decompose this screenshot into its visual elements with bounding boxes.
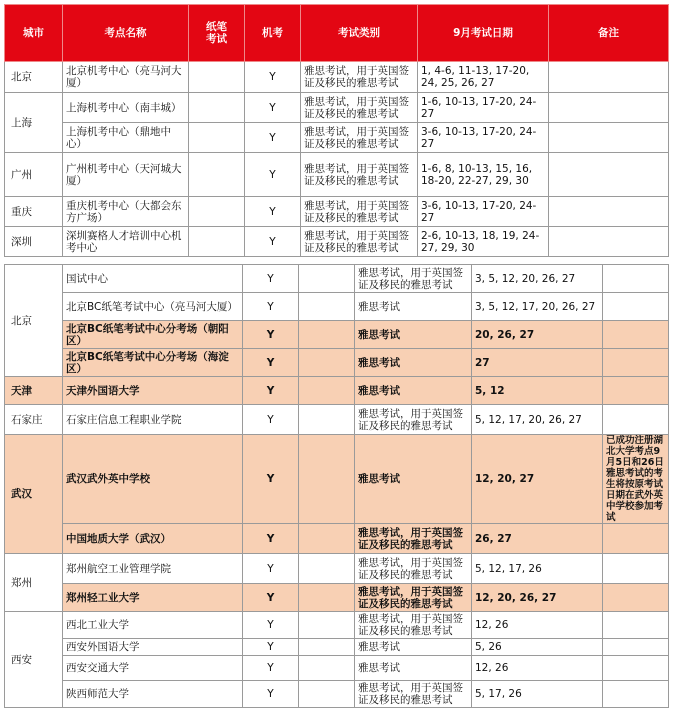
- paper-cell: Y: [243, 584, 299, 612]
- dates-cell: 1-6, 8, 10-13, 15, 16, 18-20, 22-27, 29, 30: [418, 153, 549, 197]
- center-name-cell: 北京BC纸笔考试中心分考场（朝阳区）: [63, 321, 243, 349]
- center-name-cell: 石家庄信息工程职业学院: [63, 405, 243, 435]
- paper-cell: Y: [243, 639, 299, 656]
- paper-cell: [189, 93, 245, 123]
- paper-cell: [189, 62, 245, 93]
- remark-cell: [603, 377, 669, 405]
- dates-cell: 3, 5, 12, 17, 20, 26, 27: [472, 293, 603, 321]
- remark-cell: [603, 612, 669, 639]
- remark-cell: [603, 349, 669, 377]
- computer-cell: Y: [245, 227, 301, 257]
- dates-cell: 3-6, 10-13, 17-20, 24-27: [418, 197, 549, 227]
- table-row: [5, 62, 669, 93]
- dates-cell: 20, 26, 27: [472, 321, 603, 349]
- test-type-cell: 雅思考试，用于英国签证及移民的雅思考试: [355, 265, 472, 293]
- computer-cell: [299, 612, 355, 639]
- table-row: [5, 197, 669, 227]
- paper-cell: Y: [243, 524, 299, 554]
- paper-cell: Y: [243, 321, 299, 349]
- header-city: 城市: [5, 5, 63, 62]
- test-type-cell: 雅思考试: [355, 435, 472, 524]
- test-type-cell: 雅思考试，用于英国签证及移民的雅思考试: [355, 524, 472, 554]
- computer-cell: [299, 639, 355, 656]
- test-type-cell: 雅思考试: [355, 656, 472, 681]
- paper-cell: Y: [243, 656, 299, 681]
- remark-cell: [603, 405, 669, 435]
- city-cell: 广州: [5, 153, 63, 197]
- dates-cell: 1-6, 10-13, 17-20, 24-27: [418, 93, 549, 123]
- test-type-cell: 雅思考试，用于英国签证及移民的雅思考试: [301, 93, 418, 123]
- computer-cell: [299, 681, 355, 708]
- remark-cell: [549, 123, 669, 153]
- table-row: [5, 639, 669, 656]
- computer-cell: [299, 349, 355, 377]
- table-row: [5, 349, 669, 377]
- city-cell: 北京: [5, 265, 63, 377]
- center-name-cell: 上海机考中心（南丰城）: [63, 93, 189, 123]
- remark-cell: [603, 656, 669, 681]
- remark-cell: [549, 227, 669, 257]
- city-cell: 北京: [5, 62, 63, 93]
- center-name-cell: 上海机考中心（鼎地中心）: [63, 123, 189, 153]
- dates-cell: 27: [472, 349, 603, 377]
- paper-cell: Y: [243, 435, 299, 524]
- computer-cell: [299, 321, 355, 349]
- test-type-cell: 雅思考试，用于英国签证及移民的雅思考试: [301, 153, 418, 197]
- center-name-cell: 深圳赛格人才培训中心机考中心: [63, 227, 189, 257]
- remark-cell: [549, 62, 669, 93]
- test-type-cell: 雅思考试，用于英国签证及移民的雅思考试: [355, 612, 472, 639]
- paper-cell: Y: [243, 554, 299, 584]
- center-name-cell: 西安交通大学: [63, 656, 243, 681]
- table-row: [5, 227, 669, 257]
- dates-cell: 5, 12, 17, 26: [472, 554, 603, 584]
- computer-cell: [299, 435, 355, 524]
- paper-cell: Y: [243, 293, 299, 321]
- test-type-cell: 雅思考试，用于英国签证及移民的雅思考试: [355, 681, 472, 708]
- table-row: [5, 435, 669, 524]
- dates-cell: 5, 12, 17, 20, 26, 27: [472, 405, 603, 435]
- test-type-cell: 雅思考试，用于英国签证及移民的雅思考试: [301, 123, 418, 153]
- dates-cell: 12, 20, 27: [472, 435, 603, 524]
- center-name-cell: 重庆机考中心（大都会东方广场）: [63, 197, 189, 227]
- paper-test-center-table: [4, 264, 669, 708]
- paper-cell: [189, 197, 245, 227]
- computer-cell: Y: [245, 197, 301, 227]
- dates-cell: 3-6, 10-13, 17-20, 24-27: [418, 123, 549, 153]
- test-type-cell: 雅思考试: [355, 293, 472, 321]
- table-row: [5, 681, 669, 708]
- dates-cell: 2-6, 10-13, 18, 19, 24-27, 29, 30: [418, 227, 549, 257]
- table-row: [5, 321, 669, 349]
- dates-cell: 5, 26: [472, 639, 603, 656]
- paper-cell: [189, 227, 245, 257]
- computer-cell: [299, 265, 355, 293]
- test-type-cell: 雅思考试，用于英国签证及移民的雅思考试: [355, 554, 472, 584]
- center-name-cell: 西安外国语大学: [63, 639, 243, 656]
- paper-cell: Y: [243, 349, 299, 377]
- dates-cell: 1, 4-6, 11-13, 17-20, 24, 25, 26, 27: [418, 62, 549, 93]
- header-remark: 备注: [549, 5, 669, 62]
- center-name-cell: 北京机考中心（亮马河大厦）: [63, 62, 189, 93]
- table-row: [5, 584, 669, 612]
- computer-cell: [299, 554, 355, 584]
- computer-cell: [299, 377, 355, 405]
- computer-cell: [299, 656, 355, 681]
- computer-cell: [299, 584, 355, 612]
- table-row: [5, 377, 669, 405]
- center-name-cell: 武汉武外英中学校: [63, 435, 243, 524]
- paper-cell: Y: [243, 612, 299, 639]
- remark-cell: [603, 584, 669, 612]
- paper-cell: Y: [243, 681, 299, 708]
- table-row: [5, 153, 669, 197]
- center-name-cell: 广州机考中心（天河城大厦）: [63, 153, 189, 197]
- computer-cell: Y: [245, 123, 301, 153]
- table-row: [5, 265, 669, 293]
- remark-cell: [549, 153, 669, 197]
- remark-cell: [603, 554, 669, 584]
- test-type-cell: 雅思考试: [355, 377, 472, 405]
- dates-cell: 3, 5, 12, 20, 26, 27: [472, 265, 603, 293]
- test-type-cell: 雅思考试: [355, 639, 472, 656]
- test-type-cell: 雅思考试，用于英国签证及移民的雅思考试: [355, 405, 472, 435]
- header-dates: 9月考试日期: [418, 5, 549, 62]
- dates-cell: 26, 27: [472, 524, 603, 554]
- remark-cell: [603, 293, 669, 321]
- paper-cell: Y: [243, 265, 299, 293]
- center-name-cell: 国试中心: [63, 265, 243, 293]
- center-name-cell: 北京BC纸笔考试中心分考场（海淀区）: [63, 349, 243, 377]
- table-row: [5, 656, 669, 681]
- city-cell: 武汉: [5, 435, 63, 554]
- city-cell: 重庆: [5, 197, 63, 227]
- center-name-cell: 中国地质大学（武汉）: [63, 524, 243, 554]
- dates-cell: 12, 26: [472, 656, 603, 681]
- dates-cell: 12, 20, 26, 27: [472, 584, 603, 612]
- dates-cell: 5, 17, 26: [472, 681, 603, 708]
- table-row: [5, 524, 669, 554]
- city-cell: 石家庄: [5, 405, 63, 435]
- center-name-cell: 西北工业大学: [63, 612, 243, 639]
- computer-cell: [299, 524, 355, 554]
- computer-cell: Y: [245, 153, 301, 197]
- remark-cell: [603, 524, 669, 554]
- table-row: [5, 93, 669, 123]
- table-row: [5, 612, 669, 639]
- city-cell: 上海: [5, 93, 63, 153]
- computer-cell: [299, 405, 355, 435]
- header-test-type: 考试类别: [301, 5, 418, 62]
- dates-cell: 5, 12: [472, 377, 603, 405]
- header-center-name: 考点名称: [63, 5, 189, 62]
- city-cell: 郑州: [5, 554, 63, 612]
- city-cell: 深圳: [5, 227, 63, 257]
- test-type-cell: 雅思考试，用于英国签证及移民的雅思考试: [301, 197, 418, 227]
- header-paper-test: 纸笔 考试: [189, 5, 245, 62]
- computer-cell: Y: [245, 62, 301, 93]
- computer-test-center-table: [4, 4, 669, 257]
- computer-cell: [299, 293, 355, 321]
- paper-cell: Y: [243, 377, 299, 405]
- table-row: [5, 293, 669, 321]
- city-cell: 天津: [5, 377, 63, 405]
- table-row: [5, 123, 669, 153]
- remark-cell: 已成功注册湖北大学考点9月5日和26日雅思考试的考生将按原考试日期在武外英中学校参加考试: [603, 435, 669, 524]
- paper-cell: [189, 153, 245, 197]
- center-name-cell: 郑州航空工业管理学院: [63, 554, 243, 584]
- center-name-cell: 天津外国语大学: [63, 377, 243, 405]
- paper-cell: Y: [243, 405, 299, 435]
- test-type-cell: 雅思考试，用于英国签证及移民的雅思考试: [301, 62, 418, 93]
- table-header-row: [5, 5, 669, 62]
- test-type-cell: 雅思考试: [355, 349, 472, 377]
- dates-cell: 12, 26: [472, 612, 603, 639]
- table-row: [5, 405, 669, 435]
- remark-cell: [603, 639, 669, 656]
- header-computer-test: 机考: [245, 5, 301, 62]
- center-name-cell: 北京BC纸笔考试中心（亮马河大厦）: [63, 293, 243, 321]
- center-name-cell: 郑州轻工业大学: [63, 584, 243, 612]
- computer-cell: Y: [245, 93, 301, 123]
- test-type-cell: 雅思考试: [355, 321, 472, 349]
- center-name-cell: 陕西师范大学: [63, 681, 243, 708]
- paper-cell: [189, 123, 245, 153]
- table-row: [5, 554, 669, 584]
- remark-cell: [549, 197, 669, 227]
- remark-cell: [603, 265, 669, 293]
- test-type-cell: 雅思考试，用于英国签证及移民的雅思考试: [301, 227, 418, 257]
- remark-cell: [549, 93, 669, 123]
- test-type-cell: 雅思考试，用于英国签证及移民的雅思考试: [355, 584, 472, 612]
- remark-cell: [603, 681, 669, 708]
- remark-cell: [603, 321, 669, 349]
- city-cell: 西安: [5, 612, 63, 708]
